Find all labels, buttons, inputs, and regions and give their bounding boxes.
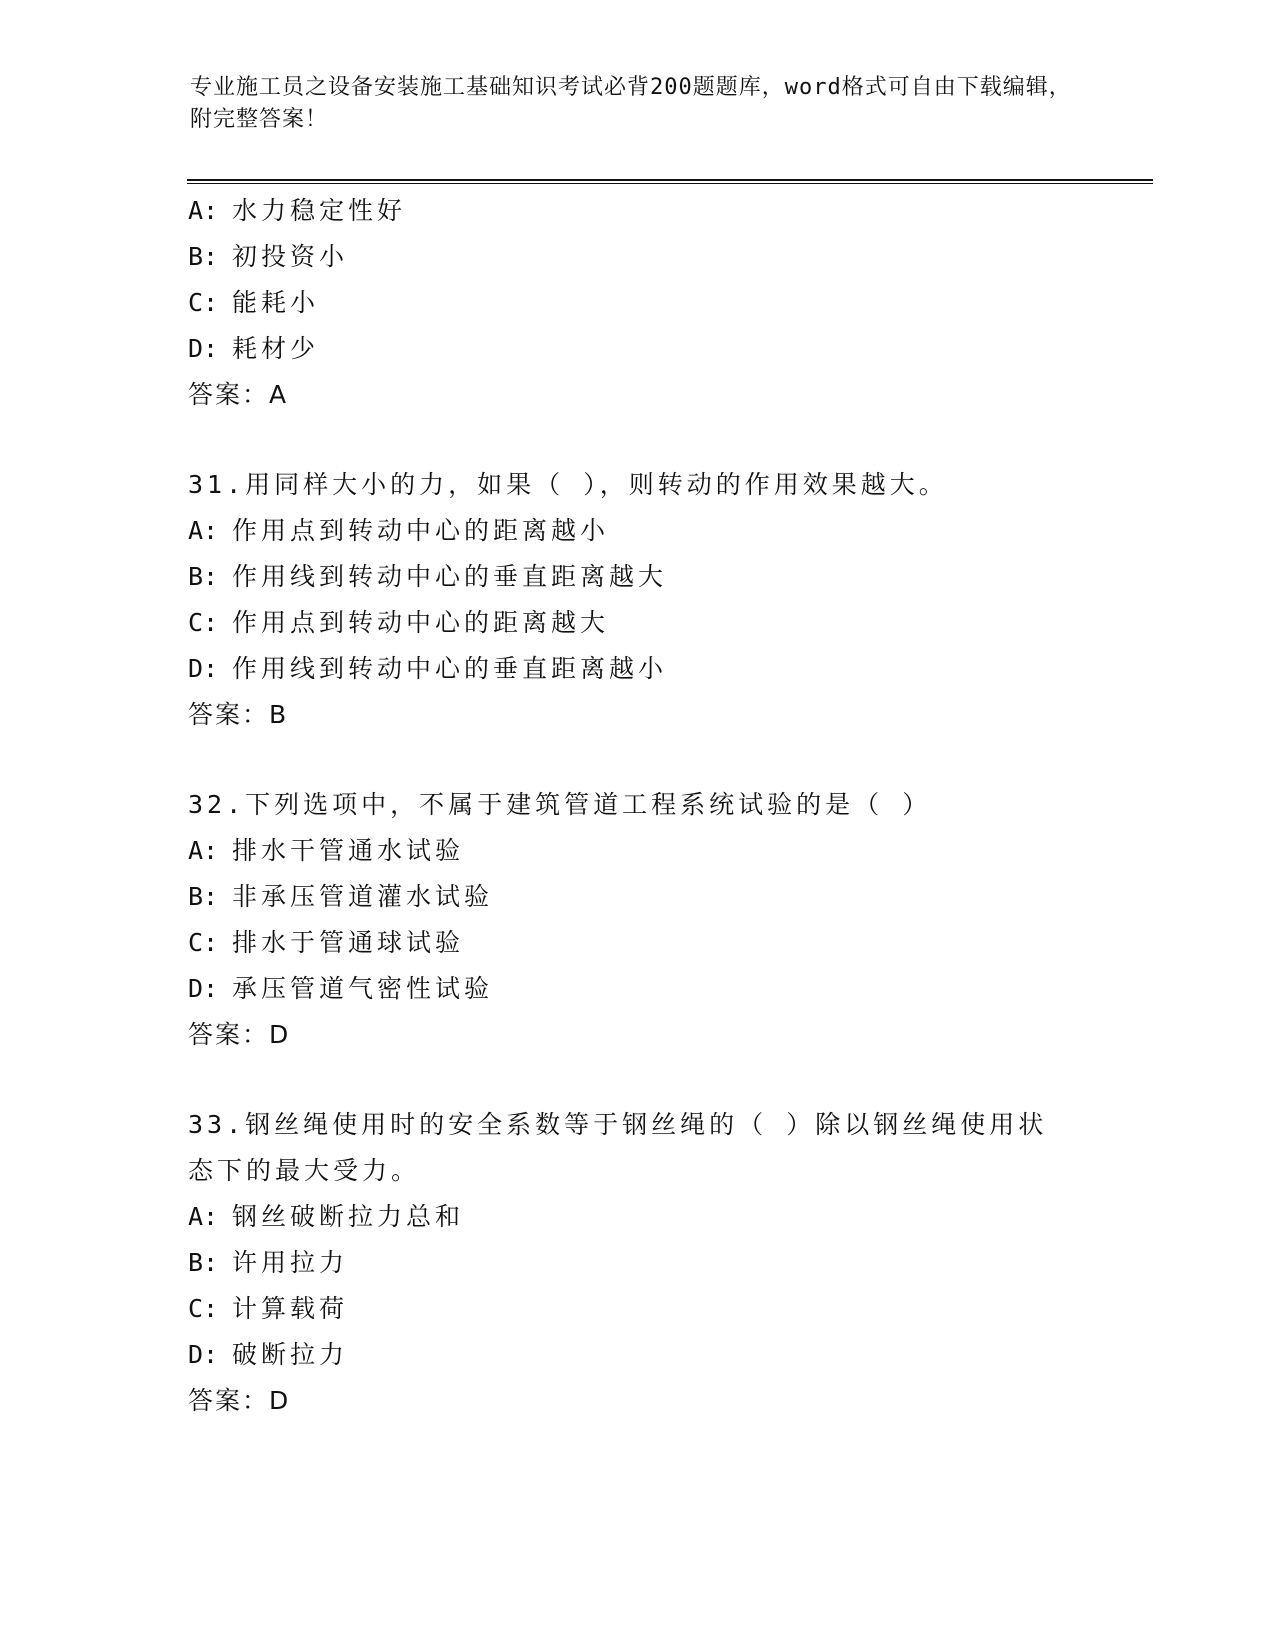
option-letter: B: [188, 562, 219, 591]
question-stem: 31.用同样大小的力，如果（ ），则转动的作用效果越大。 [188, 470, 948, 499]
option-letter: C: [188, 288, 219, 317]
answer-line: 答案：D [188, 1386, 291, 1415]
option-a [188, 1194, 1088, 1240]
option-c [188, 920, 1088, 966]
question-content [188, 188, 1088, 1424]
question-block-33 [188, 1102, 1088, 1424]
option-b [188, 874, 1088, 920]
option-c [188, 280, 1088, 326]
question-stem: 33.钢丝绳使用时的安全系数等于钢丝绳的（ ）除以钢丝绳使用状态下的最大受力。 [188, 1110, 1048, 1185]
option-d [188, 1332, 1088, 1378]
question-block-32 [188, 782, 1088, 1058]
option-text: 承压管道气密性试验 [232, 974, 494, 1003]
prev-question-block [188, 188, 1088, 418]
option-letter: D: [188, 1340, 219, 1369]
option-text: 钢丝破断拉力总和 [232, 1202, 465, 1231]
option-d [188, 646, 1088, 692]
option-b [188, 234, 1088, 280]
spacer [188, 738, 1088, 782]
option-b [188, 1240, 1088, 1286]
option-letter: B: [188, 242, 219, 271]
option-text: 排水干管通水试验 [232, 836, 465, 865]
spacer [188, 418, 1088, 462]
option-letter: A: [188, 196, 219, 225]
option-b [188, 554, 1088, 600]
document-header-title: 专业施工员之设备安装施工基础知识考试必背200题题库，word格式可自由下载编辑，附完整答案！ [190, 75, 1072, 132]
option-letter: D: [188, 974, 219, 1003]
answer-line: 答案：A [188, 380, 289, 409]
option-text: 能耗小 [232, 288, 320, 317]
option-c [188, 600, 1088, 646]
option-a [188, 188, 1088, 234]
option-letter: A: [188, 836, 219, 865]
option-letter: B: [188, 882, 219, 911]
option-letter: A: [188, 516, 219, 545]
option-text: 作用点到转动中心的距离越大 [232, 608, 610, 637]
option-letter: C: [188, 1294, 219, 1323]
option-text: 水力稳定性好 [232, 196, 407, 225]
option-text: 许用拉力 [232, 1248, 349, 1277]
option-text: 排水于管通球试验 [232, 928, 465, 957]
option-a [188, 508, 1088, 554]
header-divider [187, 179, 1153, 184]
option-text: 作用线到转动中心的垂直距离越大 [232, 562, 668, 591]
answer-line: 答案：B [188, 700, 289, 729]
option-text: 破断拉力 [232, 1340, 349, 1369]
option-text: 计算载荷 [232, 1294, 349, 1323]
spacer [188, 1058, 1088, 1102]
option-letter: C: [188, 608, 219, 637]
option-text: 作用线到转动中心的垂直距离越小 [232, 654, 668, 683]
question-stem: 32.下列选项中，不属于建筑管道工程系统试验的是（ ） [188, 790, 932, 819]
option-text: 非承压管道灌水试验 [232, 882, 494, 911]
answer-line: 答案：D [188, 1020, 291, 1049]
option-letter: D: [188, 654, 219, 683]
option-letter: C: [188, 928, 219, 957]
option-text: 作用点到转动中心的距离越小 [232, 516, 610, 545]
option-text: 耗材少 [232, 334, 320, 363]
option-text: 初投资小 [232, 242, 349, 271]
option-d [188, 966, 1088, 1012]
option-letter: B: [188, 1248, 219, 1277]
option-a [188, 828, 1088, 874]
option-letter: A: [188, 1202, 219, 1231]
option-letter: D: [188, 334, 219, 363]
question-block-31 [188, 462, 1088, 738]
option-d [188, 326, 1088, 372]
option-c [188, 1286, 1088, 1332]
